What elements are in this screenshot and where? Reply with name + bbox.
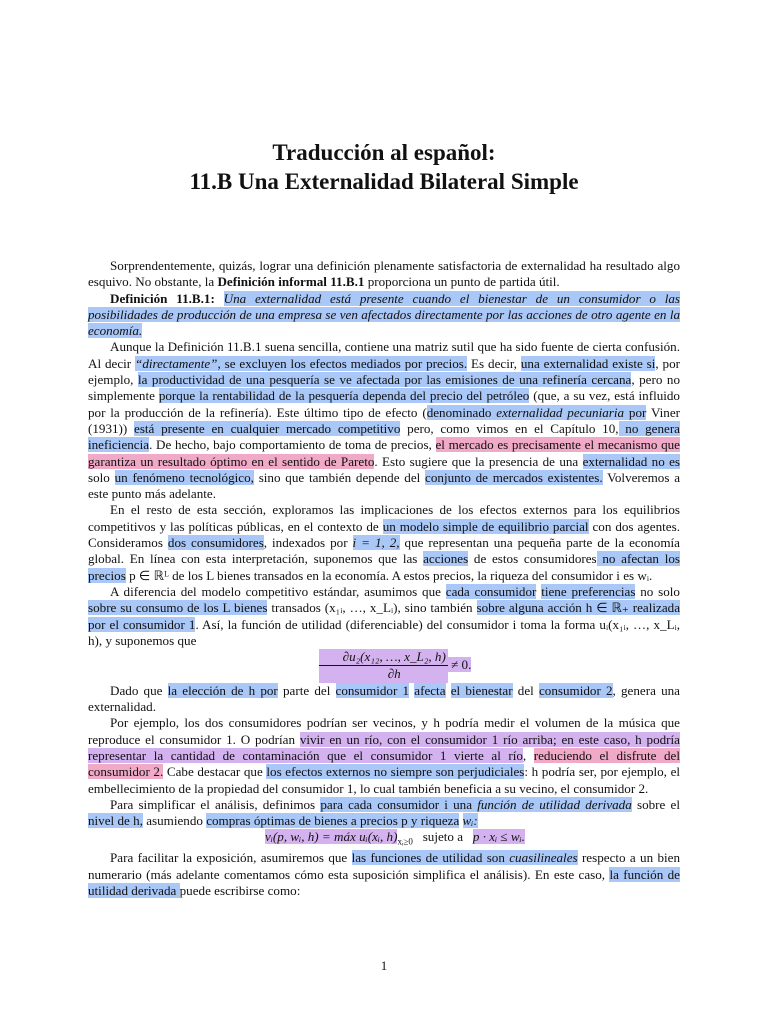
text-run: sobre el <box>631 796 680 812</box>
text-run: Viner (1931)) <box>88 404 680 436</box>
highlight-blue: acciones <box>423 551 469 567</box>
text-run: Dado que <box>110 682 168 698</box>
text-run: : h podría ser, por ejemplo, el embellecimiento de la propiedad del consumidor 1, lo cual también beneficia a su vecino, el consumidor 2. <box>88 764 681 796</box>
paragraph-preferences <box>88 584 680 649</box>
highlight-blue: , se excluyen los efectos mediados por precios. <box>217 355 468 371</box>
equation-condition: sujeto a <box>422 829 464 845</box>
highlight-blue: función de utilidad derivada <box>477 796 632 812</box>
highlight-blue: la elección de h por <box>167 682 278 698</box>
text-run: , <box>522 747 534 763</box>
fraction-denominator: ∂h <box>387 666 401 682</box>
highlight-blue: “directamente” <box>135 355 218 371</box>
text-run: Para simplificar el análisis, definimos <box>110 796 321 812</box>
highlight-blue: está presente en cualquier mercado competitivo <box>134 420 401 436</box>
title-line-1: Traducción al español: <box>272 140 496 165</box>
text-run: Cabe destacar que <box>163 764 267 780</box>
highlight-blue: el bienestar <box>450 682 513 698</box>
highlight-blue: porque la rentabilidad de la pesquería dependa del precio del petróleo <box>158 388 530 404</box>
equation-derived-utility <box>88 829 680 850</box>
text-run: . De hecho, bajo comportamiento de toma de precios, <box>149 437 436 453</box>
highlight-blue: externalidad no es <box>582 453 680 469</box>
page-number: 1 <box>380 958 388 973</box>
highlight-blue: sobre su consumo de los L bienes <box>88 600 268 616</box>
fraction-numerator: ∂u₂(x₁₂, …, x_L₂, h) <box>319 649 448 666</box>
text-run: , por ejemplo, <box>88 355 680 388</box>
definition-label: Definición 11.B.1: <box>110 290 215 306</box>
highlight-blue: la productividad de una pesquería se ve afectada por las emisiones de una refinería cercana <box>137 372 632 388</box>
text-run: Sorprendentemente, quizás, lograr una definición plenamente satisfactoria de externalidad ha resultado algo esquivo. No obstante, la <box>88 258 680 290</box>
highlight-blue: cada consumidor <box>445 583 537 599</box>
highlight-blue: un modelo simple de equilibrio parcial <box>382 518 589 534</box>
text-run: Es decir, <box>467 355 521 371</box>
highlight-blue: una externalidad existe si <box>520 355 656 371</box>
highlight-blue: i = 1, 2, <box>352 535 400 551</box>
highlight-blue: un fenómeno tecnológico, <box>114 469 254 485</box>
highlight-blue: denominado <box>426 404 497 420</box>
text-run: , genera una externalidad. <box>88 682 680 715</box>
highlight-pink: reduciendo el disfrute del consumidor 2. <box>88 747 680 780</box>
text-run: . Esto sugiere que la presencia de una <box>374 453 583 469</box>
text-run: En el resto de esta sección, exploramos las implicaciones de los efectos externos para los equilibrios competitivos y las políticas públicas, en el contexto de <box>88 502 680 534</box>
title-line-2: 11.B Una Externalidad Bilateral Simple <box>189 169 579 194</box>
text-run: p ∈ ℝᴸ de los L bienes transados en la economía. A estos precios, la riqueza del consumidor i es wᵢ. <box>125 567 653 583</box>
text-run: transados (x₁ᵢ, …, x_Lᵢ), sino también <box>267 600 477 616</box>
page-title <box>0 138 768 196</box>
highlight-blue: nivel de h, <box>88 813 143 829</box>
text-run: asumiendo <box>142 813 207 829</box>
paragraph-model <box>88 502 680 583</box>
paragraph-choice <box>88 683 680 716</box>
text-run: puede escribirse como: <box>179 882 301 898</box>
text-run: . Así, la función de utilidad (diferenciable) del consumidor i toma la forma uᵢ(x₁ᵢ, …, x_Lᵢ, h), y suponemos que <box>88 616 680 648</box>
highlight-purple: vivir en un río, con el consumidor 1 río arriba; en este caso, h podría representar la cantidad de contaminación que el consumidor 1 vierte al río <box>88 731 680 763</box>
highlight-blue: conjunto de mercados existentes. <box>425 469 603 485</box>
paragraph-directly <box>88 339 680 502</box>
highlight-blue: compras óptimas de bienes a precios p y riqueza <box>206 813 460 829</box>
text-run: sino que también depende del <box>253 469 426 485</box>
highlight-blue: los efectos externos no siempre son perjudiciales <box>266 764 525 780</box>
highlight-blue: tiene preferencias <box>541 583 636 599</box>
paragraph-intro <box>88 258 680 291</box>
highlight-blue: las funciones de utilidad son <box>351 850 510 866</box>
max-subscript: xᵢ≥0 <box>397 837 413 847</box>
highlight-blue: afecta <box>414 682 446 698</box>
highlight-blue: externalidad pecuniaria <box>496 404 625 420</box>
highlight-blue: por <box>624 404 647 420</box>
equation-derivative <box>88 649 680 683</box>
document-body <box>88 258 680 899</box>
highlight-blue: para cada consumidor i una <box>320 796 478 812</box>
text-run: no solo <box>635 583 680 599</box>
text-run: proporciona un punto de partida útil. <box>364 274 560 290</box>
text-run: solo <box>88 469 115 485</box>
text-run: del <box>512 682 539 698</box>
highlight-pink: el mercado es precisamente el mecanismo que garantiza un resultado óptimo en el sentido de Pareto <box>88 437 680 469</box>
text-run: A diferencia del modelo competitivo estándar, asumimos que <box>110 583 446 599</box>
equation-lhs: vᵢ(p, wᵢ, h) = máx uᵢ(xᵢ, h) <box>265 829 398 845</box>
text-run: de estos consumidores <box>468 551 597 567</box>
text-run: parte del <box>277 682 336 698</box>
highlight-blue: Una externalidad está presente cuando el bienestar de un consumidor o las posibilidades de producción de una empresa se ven afectados directamente por las acciones de otro agente en la economía. <box>88 290 680 339</box>
text-run: , indexados por <box>263 535 353 551</box>
highlight-blue: dos consumidores <box>167 535 264 551</box>
paragraph-definition <box>88 291 680 340</box>
fraction <box>319 649 448 683</box>
text-run: pero, como vimos en el Capítulo 10, <box>400 420 619 436</box>
text-run: Aunque la Definición 11.B.1 suena sencilla, contiene una matriz sutil que ha sido fuente de cierta confusión. Al decir <box>88 339 680 371</box>
paragraph-quasilinear <box>88 850 680 899</box>
text-run: (que, a su vez, está influido por la producción de la refinería). Este último tipo de efecto ( <box>88 388 680 420</box>
text-run: Para facilitar la exposición, asumiremos que <box>110 850 352 866</box>
text-run <box>446 683 451 698</box>
highlight-blue: la función de utilidad derivada <box>88 866 680 898</box>
equation-relation: ≠ 0. <box>447 656 472 672</box>
equation-constraint: p · xᵢ ≤ wᵢ. <box>472 829 525 845</box>
highlight-blue: cuasilineales <box>509 850 578 866</box>
highlight-blue: sobre alguna acción h ∈ ℝ₊ realizada por el consumidor 1 <box>88 600 680 632</box>
paragraph-derived-utility <box>88 797 680 830</box>
text-run: con dos agentes. Consideramos <box>88 518 680 551</box>
definition-reference: Definición informal 11.B.1 <box>217 274 365 290</box>
paragraph-example <box>88 715 680 796</box>
text-run: Volveremos a este punto más adelante. <box>88 469 681 502</box>
highlight-blue: no genera ineficiencia <box>88 420 680 453</box>
highlight-blue: no afectan los precios <box>88 551 680 583</box>
text-run: que representan una pequeña parte de la economía global. En línea con esta interpretación, suponemos que las <box>88 535 680 567</box>
text-run: , pero no simplemente <box>88 372 680 404</box>
highlight-blue: consumidor 1 <box>335 682 410 698</box>
highlight-blue: wᵢ: <box>462 813 478 829</box>
text-run: respecto a un bien numerario (más adelante comentamos cómo esta suposición simplifica el análisis). En este caso, <box>88 850 680 882</box>
text-run: Por ejemplo, los dos consumidores podrían ser vecinos, y h podría medir el volumen de la música que reproduce el consumidor 1. O podrían <box>88 715 680 747</box>
highlight-blue: consumidor 2 <box>538 682 613 698</box>
